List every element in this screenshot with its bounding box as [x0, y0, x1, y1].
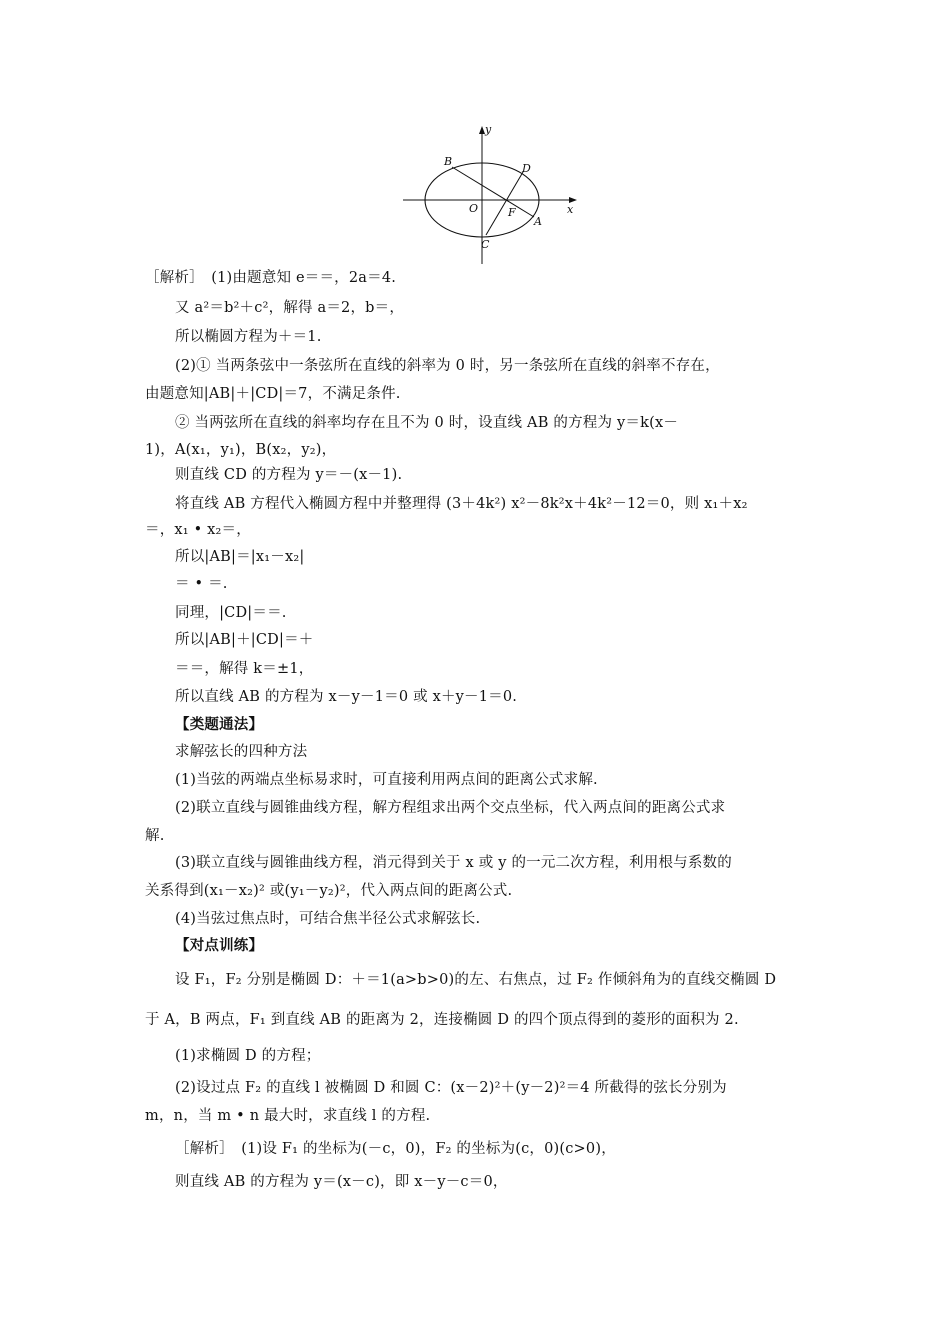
text-line: 所以直线 AB 的方程为 x－y－1＝0 或 x＋y－1＝0.: [175, 689, 518, 705]
text-line: 设 F₁，F₂ 分别是椭圆 D：＋＝1(a>b>0)的左、右焦点，过 F₂ 作倾斜角为的直线交椭圆 D: [175, 972, 777, 988]
text-line: (4)当弦过焦点时，可结合焦半径公式求解弦长.: [175, 911, 481, 927]
label-o: O: [469, 202, 479, 215]
text-line: 于 A，B 两点，F₁ 到直线 AB 的距离为 2，连接椭圆 D 的四个顶点得到的菱形的面积为 2.: [145, 1012, 739, 1028]
text-line: (2)① 当两条弦中一条弦所在直线的斜率为 0 时，另一条弦所在直线的斜率不存在，: [175, 358, 720, 374]
ellipse-diagram: [395, 118, 595, 266]
text-line: (2)设过点 F₂ 的直线 l 被椭圆 D 和圆 C：(x－2)²＋(y－2)²＝4 所截得的弦长分别为: [175, 1080, 727, 1096]
text-line: 1)，A(x₁，y₁)，B(x₂，y₂)，: [145, 442, 337, 458]
text-line: ［解析］ (1)由题意知 e＝＝，2a＝4.: [145, 270, 397, 286]
chord-cd: [486, 172, 523, 235]
text-line: 求解弦长的四种方法: [175, 744, 308, 760]
text-line: 所以|AB|＋|CD|＝＋: [175, 632, 314, 648]
text-line: m，n，当 m • n 最大时，求直线 l 的方程.: [145, 1108, 431, 1124]
text-line: ② 当两弦所在直线的斜率均存在且不为 0 时，设直线 AB 的方程为 y＝k(x－: [175, 415, 679, 431]
label-d: D: [522, 162, 531, 175]
text-line: (1)求椭圆 D 的方程；: [175, 1048, 321, 1064]
label-f: F: [508, 206, 516, 219]
ellipse-svg: [395, 118, 595, 266]
label-b: B: [444, 155, 453, 168]
text-line: 又 a²＝b²＋c²，解得 a＝2，b＝，: [175, 300, 405, 316]
text-line: 解.: [145, 828, 165, 844]
text-line: ＝＝，解得 k＝±1，: [175, 661, 314, 677]
label-c: C: [481, 238, 490, 251]
section-heading: 【对点训练】: [175, 937, 264, 954]
text-line: ［解析］ (1)设 F₁ 的坐标为(－c，0)，F₂ 的坐标为(c，0)(c>0)，: [175, 1141, 616, 1157]
text-line: 则直线 CD 的方程为 y＝－(x－1).: [175, 467, 403, 483]
label-y: y: [485, 123, 492, 136]
text-line: ＝ • ＝.: [175, 576, 228, 592]
section-heading: 【类题通法】: [175, 716, 264, 733]
text-line: (3)联立直线与圆锥曲线方程，消元得到关于 x 或 y 的一元二次方程，利用根与系数的: [175, 855, 732, 871]
text-line: (2)联立直线与圆锥曲线方程，解方程组求出两个交点坐标，代入两点间的距离公式求: [175, 800, 726, 816]
text-line: 关系得到(x₁－x₂)² 或(y₁－y₂)²，代入两点间的距离公式.: [145, 883, 513, 899]
text-line: 由题意知|AB|＋|CD|＝7，不满足条件.: [145, 386, 401, 402]
text-line: 同理，|CD|＝＝.: [175, 605, 287, 621]
text-line: 将直线 AB 方程代入椭圆方程中并整理得 (3＋4k²) x²－8k²x＋4k²－12＝0，则 x₁＋x₂: [175, 496, 748, 512]
label-x: x: [567, 203, 574, 216]
text-line: 所以椭圆方程为＋＝1.: [175, 329, 322, 345]
text-line: ＝，x₁ • x₂＝，: [145, 522, 251, 538]
text-line: 则直线 AB 的方程为 y＝(x－c)，即 x－y－c＝0，: [175, 1174, 508, 1190]
text-line: (1)当弦的两端点坐标易求时，可直接利用两点间的距离公式求解.: [175, 772, 598, 788]
label-a: A: [534, 215, 542, 228]
text-line: 所以|AB|＝|x₁－x₂|: [175, 549, 305, 565]
